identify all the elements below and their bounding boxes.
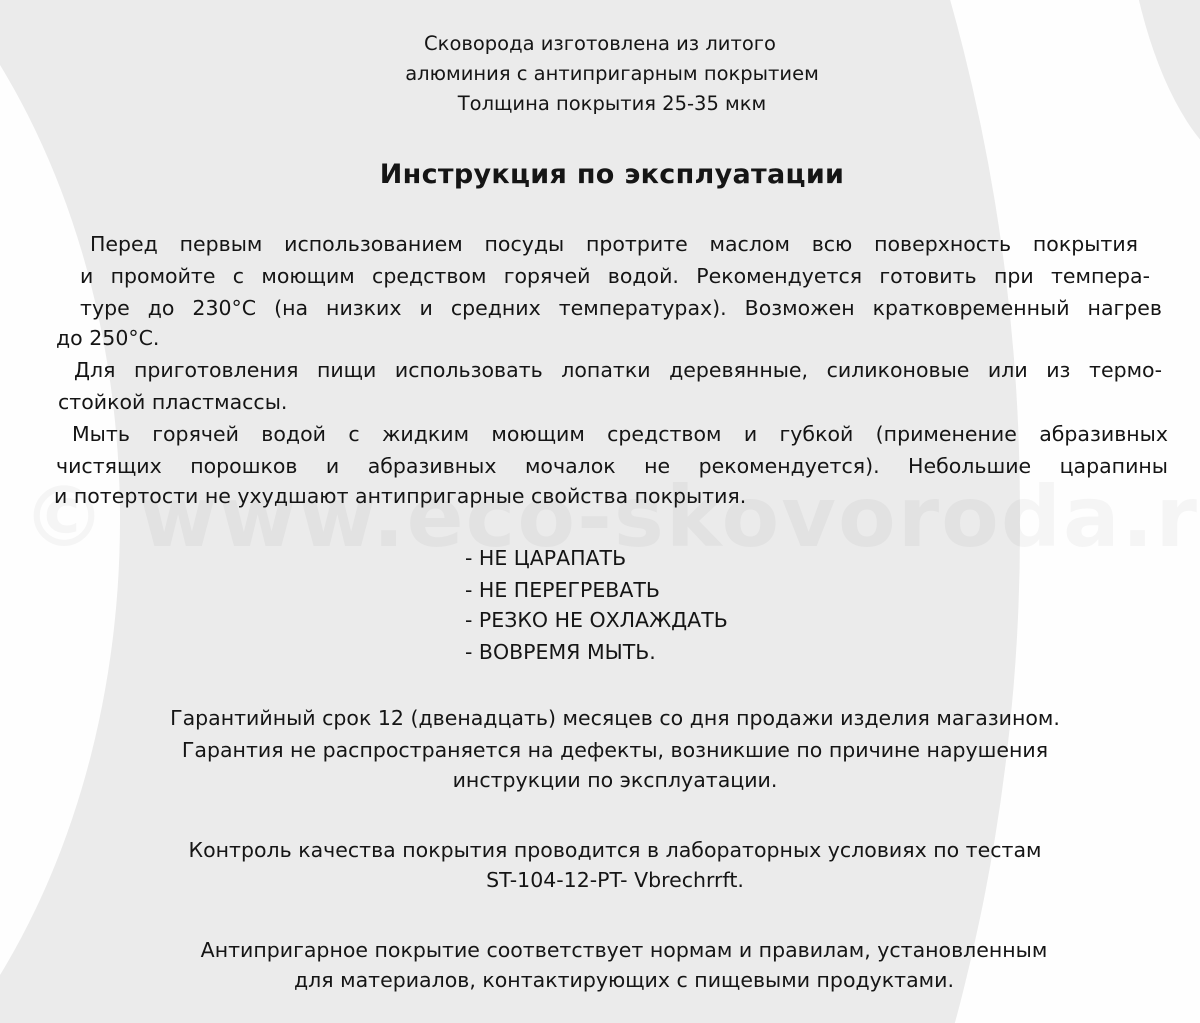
compliance-line: Антипригарное покрытие соответствует нормам и правилам, установленным [200,938,1048,962]
warranty-line: Гарантийный срок 12 (двенадцать) месяцев со дня продажи изделия магазином. [170,706,1060,730]
warranty-line: Гарантия не распространяется на дефекты, возникшие по причине нарушения [181,738,1049,762]
paragraph-line: стойкой пластмассы. [58,390,288,414]
paragraph-line: Мыть горячей водой с жидким моющим средством и губкой (применение абразивных [72,422,1168,446]
header-line: Сковорода изготовлена из литого [424,32,776,55]
paragraph-line: Для приготовления пищи использовать лопатки деревянные, силиконовые или из термо- [74,358,1162,382]
warning-item: - РЕЗКО НЕ ОХЛАЖДАТЬ [465,608,728,632]
warning-item: - ВОВРЕМЯ МЫТЬ. [465,640,656,664]
warning-item: - НЕ ЦАРАПАТЬ [465,546,627,570]
paragraph-line: до 250°С. [56,326,160,350]
paragraph-line: туре до 230°С (на низких и средних температурах). Возможен кратковременный нагрев [80,296,1162,320]
compliance-line: для материалов, контактирующих с пищевыми продуктами. [294,968,954,992]
paragraph-line: и потертости не ухудшают антипригарные свойства покрытия. [54,484,747,508]
instruction-title: Инструкция по эксплуатации [379,159,845,190]
warranty-line: инструкции по эксплуатации. [452,768,778,792]
paragraph-line: и промойте с моющим средством горячей водой. Рекомендуется готовить при темпера- [80,264,1150,288]
card-right-edge [1120,0,1200,180]
paragraph-line: Перед первым использованием посуды протрите маслом всю поверхность покрытия [90,232,1138,256]
paragraph-line: чистящих порошков и абразивных мочалок не рекомендуется). Небольшие царапины [56,454,1168,478]
quality-line: Контроль качества покрытия проводится в лабораторных условиях по тестам [188,838,1042,862]
header-line: алюминия с антипригарным покрытием [405,62,819,85]
warning-item: - НЕ ПЕРЕГРЕВАТЬ [465,578,660,602]
header-line: Толщина покрытия 25-35 мкм [457,92,767,115]
quality-test-code: ST-104-12-PT- Vbrechrrft. [486,868,744,892]
